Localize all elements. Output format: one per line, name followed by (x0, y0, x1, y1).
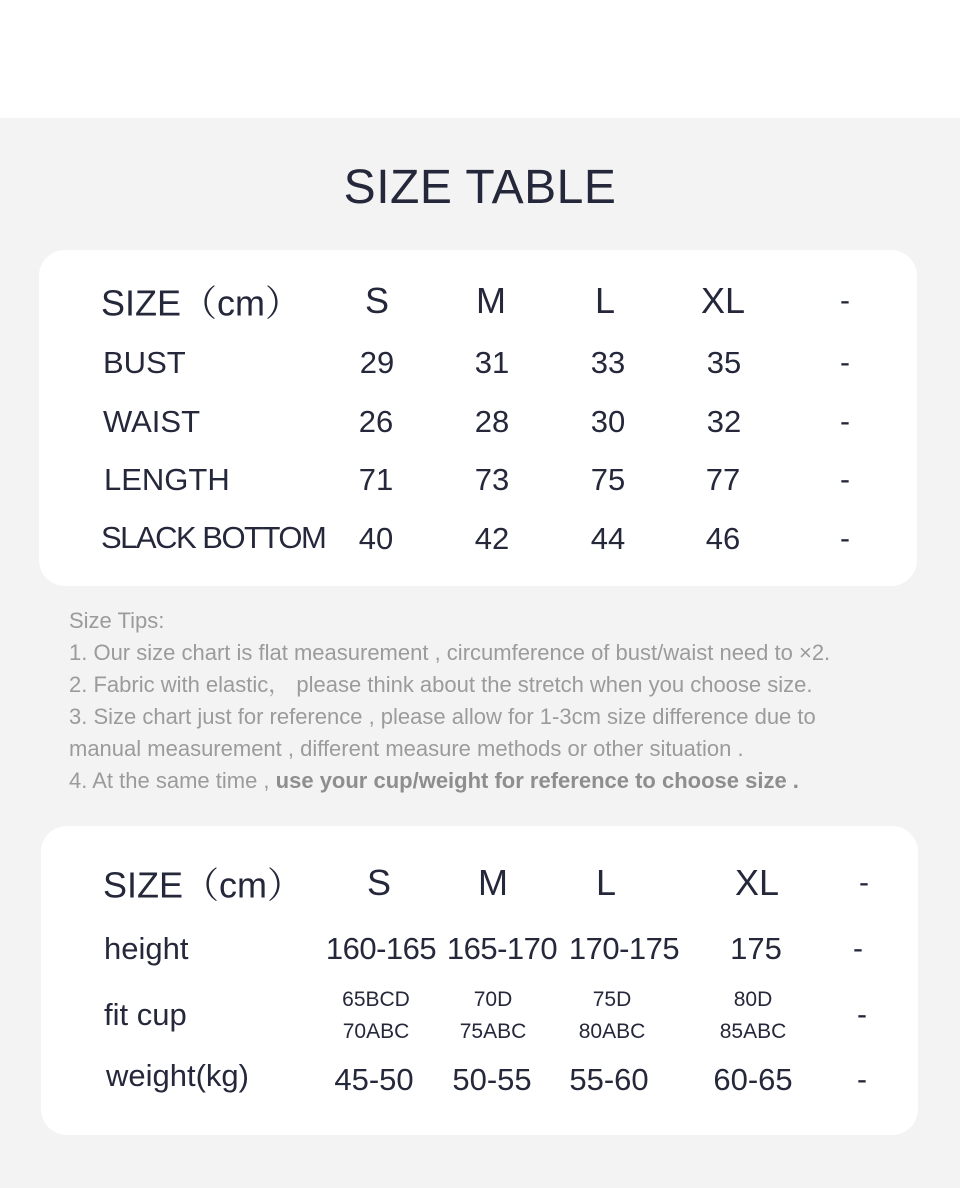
tips-line: 3. Size chart just for reference , please allow for 1-3cm size difference due to (69, 704, 816, 729)
row-label-fit-cup: fit cup (104, 997, 187, 1032)
table-cell: 46 (705, 521, 741, 556)
table-cell (460, 984, 527, 1048)
table1-header-extra: - (840, 284, 850, 317)
tips-line: 2. Fabric with elastic， please think about the stretch when you choose size. (69, 672, 813, 697)
size-table-card (39, 250, 917, 586)
table1-header-xl: XL (700, 280, 746, 321)
cup-line: 70D (473, 988, 513, 1011)
table-cell: 75 (590, 462, 626, 497)
cup-line: 65BCD (342, 988, 410, 1011)
table-cell: 55-60 (569, 1062, 649, 1097)
table-cell: 175 (730, 931, 782, 966)
table-cell (720, 984, 787, 1048)
tips-line: manual measurement , different measure methods or other situation . (69, 736, 744, 761)
tips-heading: Size Tips: (69, 608, 165, 633)
row-label-length: LENGTH (104, 462, 230, 497)
tips-line-4 (69, 765, 929, 797)
row-label-bust: BUST (103, 345, 186, 380)
table-cell: - (840, 346, 850, 379)
table-cell: 29 (359, 345, 395, 380)
table-cell: 32 (706, 404, 742, 439)
table-cell: 160-165 (325, 931, 437, 966)
tips-line-4-emphasis: use your cup/weight for reference to choose size . (275, 768, 799, 793)
table-cell: 30 (590, 404, 626, 439)
table-cell: - (840, 405, 850, 438)
table-cell: 170-175 (568, 931, 680, 966)
cup-line: 80ABC (578, 1020, 646, 1043)
table-cell: 35 (706, 345, 742, 380)
tips-line-4-start: 4. At the same time , (69, 768, 270, 793)
table-cell: 40 (358, 521, 394, 556)
table2-header-s: S (366, 862, 392, 903)
table2-header-l: L (595, 862, 617, 903)
table-cell: 26 (358, 404, 394, 439)
cup-line: 75ABC (459, 1020, 527, 1043)
table1-header-m: M (476, 280, 506, 321)
table-cell: 42 (474, 521, 510, 556)
table1-header-s: S (364, 280, 390, 321)
table-cell (342, 984, 410, 1048)
row-label-weight: weight(kg) (106, 1058, 249, 1093)
table-cell: 77 (705, 462, 741, 497)
table-cell: 60-65 (713, 1062, 793, 1097)
row-label-waist: WAIST (103, 404, 201, 439)
table1-header-l: L (594, 280, 616, 321)
table-cell: 44 (590, 521, 626, 556)
table-cell: - (857, 1063, 867, 1096)
cup-line: 85ABC (719, 1020, 787, 1043)
row-label-slack-bottom: SLACK BOTTOM (101, 520, 326, 555)
page-title: SIZE TABLE (343, 161, 617, 214)
table-cell: 50-55 (452, 1062, 532, 1097)
size-tips (69, 605, 929, 797)
cup-line: 75D (592, 988, 632, 1011)
table-cell: 31 (474, 345, 510, 380)
cup-line: 80D (733, 988, 773, 1011)
table-cell: 45-50 (334, 1062, 414, 1097)
row-label-height: height (104, 931, 189, 966)
table2-header-extra: - (859, 866, 869, 899)
table2-header-m: M (478, 862, 508, 903)
table1-header-size: SIZE（cm） (101, 282, 302, 324)
table-cell: - (853, 932, 863, 965)
table-cell: - (840, 463, 850, 496)
table2-header-size: SIZE（cm） (103, 864, 304, 906)
table-cell: 28 (474, 404, 510, 439)
table-cell: - (857, 998, 867, 1031)
table-cell: 73 (474, 462, 510, 497)
cup-line: 70ABC (342, 1020, 410, 1043)
table-cell: 71 (358, 462, 394, 497)
table-cell (579, 984, 646, 1048)
table-cell: 33 (590, 345, 626, 380)
table2-header-xl: XL (734, 862, 780, 903)
table-cell: - (840, 522, 850, 555)
tips-line: 1. Our size chart is flat measurement , circumference of bust/waist need to ×2. (69, 640, 831, 665)
fit-table-card (41, 826, 918, 1135)
table-cell: 165-170 (446, 931, 558, 966)
